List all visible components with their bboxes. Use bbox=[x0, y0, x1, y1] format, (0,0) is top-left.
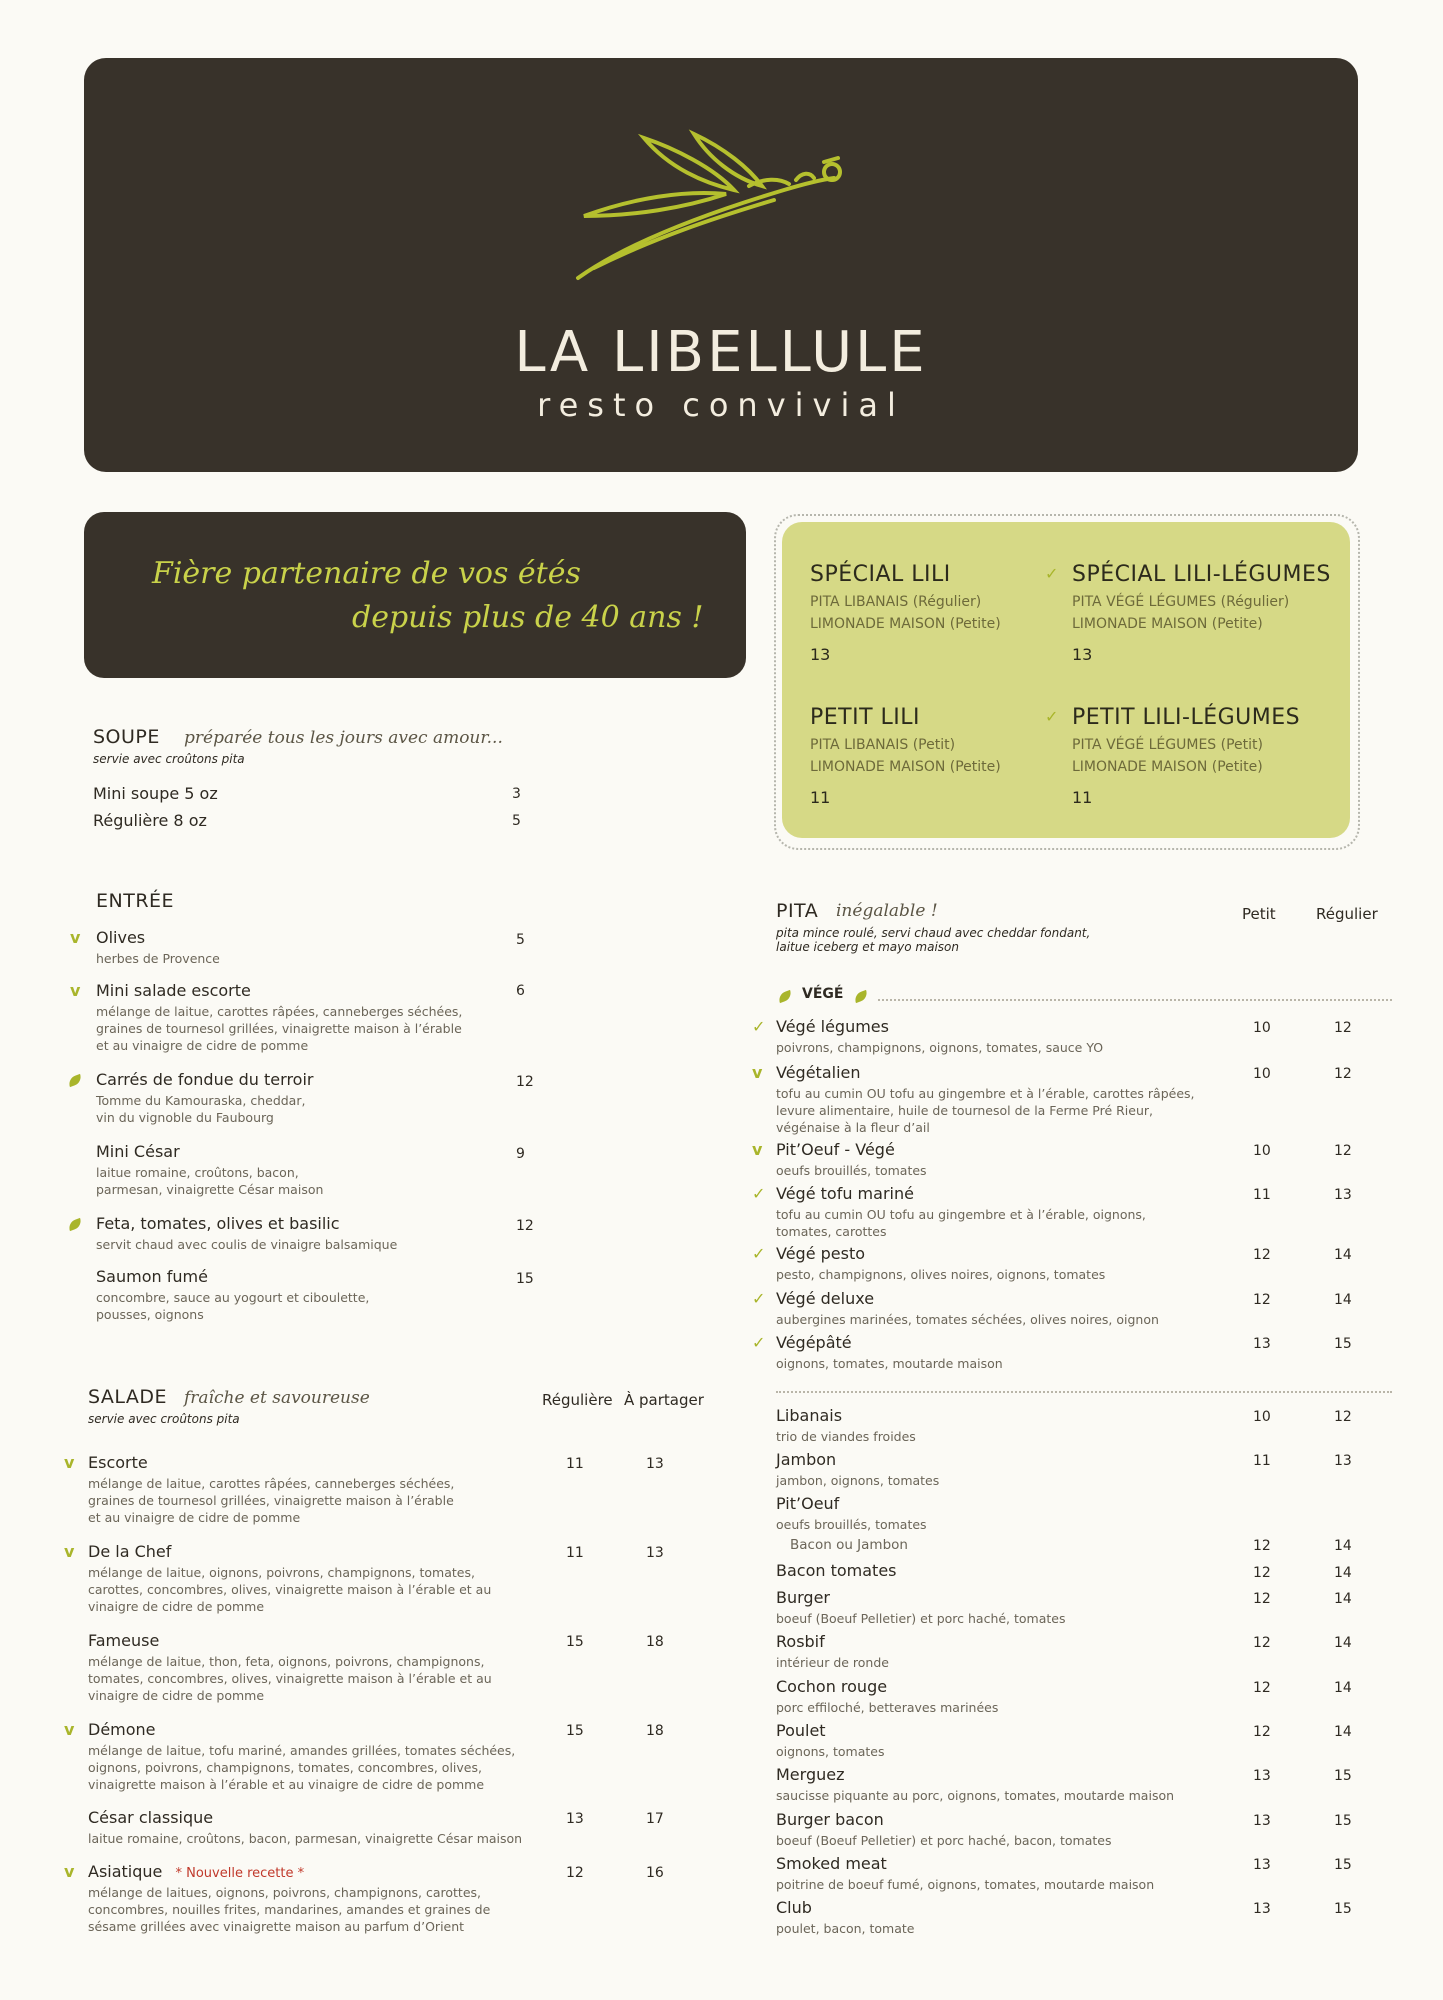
slogan-box bbox=[84, 512, 746, 678]
pita-price-regulier: 14 bbox=[1334, 1538, 1352, 1554]
pita-desc: poivrons, champignons, oignons, tomates, sauce YO bbox=[776, 1040, 1104, 1055]
salade-desc: laitue romaine, croûtons, bacon, parmesan, vinaigrette César maison bbox=[88, 1831, 523, 1846]
salade-price-share: 18 bbox=[646, 1634, 664, 1650]
salade-price-reg: 15 bbox=[566, 1634, 584, 1650]
vege-label: VÉGÉ bbox=[802, 986, 844, 1002]
pita-desc: jambon, oignons, tomates bbox=[776, 1473, 940, 1488]
brand-tagline: resto convivial bbox=[537, 386, 905, 424]
pita-item: Bacon tomates bbox=[776, 1561, 897, 1580]
pita-price-petit: 13 bbox=[1253, 1336, 1271, 1352]
pita-price-petit: 13 bbox=[1253, 1857, 1271, 1873]
pita-price-regulier: 14 bbox=[1334, 1680, 1352, 1696]
pita-col-regulier: Régulier bbox=[1316, 905, 1378, 923]
combo-box bbox=[782, 522, 1350, 838]
pita-desc: oignons, tomates, moutarde maison bbox=[776, 1356, 1003, 1371]
slogan-line2: depuis plus de 40 ans ! bbox=[352, 600, 704, 635]
vegan-v-icon: v bbox=[64, 1862, 75, 1881]
salade-desc: mélange de laitue, carottes râpées, canneberges séchées, graines de tournesol grillées, vinaigrette maison à l’érable et au vinaigre de cidre de pomme bbox=[88, 1476, 455, 1525]
pita-price-regulier: 14 bbox=[1334, 1635, 1352, 1651]
salade-desc: mélange de laitue, thon, feta, oignons, poivrons, champignons, tomates, concombres, olives, vinaigrette maison à l’érable et au vinaigre de cidre de pomme bbox=[88, 1654, 492, 1703]
pita-price-petit: 12 bbox=[1253, 1247, 1271, 1263]
pita-price-petit: 12 bbox=[1253, 1565, 1271, 1581]
entree-desc: laitue romaine, croûtons, bacon, parmesan, vinaigrette César maison bbox=[96, 1165, 324, 1197]
pita-item: Rosbif bbox=[776, 1632, 825, 1651]
pita-price-petit: 12 bbox=[1253, 1292, 1271, 1308]
slogan-line1: Fière partenaire de vos étés bbox=[152, 556, 581, 591]
salade-col-partager: À partager bbox=[624, 1391, 704, 1409]
pita-price-regulier: 14 bbox=[1334, 1247, 1352, 1263]
salade-item: Fameuse bbox=[88, 1631, 160, 1650]
salade-price-reg: 11 bbox=[566, 1456, 584, 1472]
entree-desc: herbes de Provence bbox=[96, 951, 220, 966]
pita-item: Végé pesto bbox=[776, 1244, 866, 1263]
entree-price: 15 bbox=[516, 1271, 534, 1287]
entree-price: 9 bbox=[516, 1146, 525, 1162]
pita-price-petit: 11 bbox=[1253, 1187, 1271, 1203]
entree-price: 5 bbox=[516, 932, 525, 948]
pita-title: PITA bbox=[776, 900, 819, 922]
pita-price-regulier: 14 bbox=[1334, 1591, 1352, 1607]
pita-item: Pit’Oeuf - Végé bbox=[776, 1140, 895, 1159]
salade-price-share: 17 bbox=[646, 1811, 664, 1827]
salade-price-share: 16 bbox=[646, 1865, 664, 1881]
pita-price-petit: 10 bbox=[1253, 1066, 1271, 1082]
pita-price-petit: 13 bbox=[1253, 1901, 1271, 1917]
pita-item: Végépâté bbox=[776, 1333, 852, 1352]
pita-script: inégalable ! bbox=[836, 901, 938, 921]
entree-desc: mélange de laitue, carottes râpées, canneberges séchées, graines de tournesol grillées, vinaigrette maison à l’érable et au vinaigre de cidre de pomme bbox=[96, 1004, 463, 1053]
local-leaf-icon bbox=[67, 1074, 83, 1087]
pita-price-regulier: 12 bbox=[1334, 1020, 1352, 1036]
pita-price-regulier: 15 bbox=[1334, 1901, 1352, 1917]
salade-price-share: 13 bbox=[646, 1456, 664, 1472]
pita-price-regulier: 15 bbox=[1334, 1857, 1352, 1873]
pita-desc: boeuf (Boeuf Pelletier) et porc haché, bacon, tomates bbox=[776, 1833, 1112, 1848]
pita-price-petit: 13 bbox=[1253, 1813, 1271, 1829]
entree-item: Olives bbox=[96, 928, 146, 947]
pita-price-petit: 10 bbox=[1253, 1143, 1271, 1159]
pita-desc: tofu au cumin OU tofu au gingembre et à l’érable, carottes râpées, levure alimentaire, huile de tournesol de la Ferme Pré Rieur, végénaise à la fleur d’ail bbox=[776, 1086, 1195, 1135]
combo-petit-lili: PETIT LILI PITA LIBANAIS (Petit) LIMONADE MAISON (Petite) 11 bbox=[810, 705, 1001, 807]
pita-desc: tofu au cumin OU tofu au gingembre et à l’érable, oignons, tomates, carottes bbox=[776, 1207, 1146, 1239]
leaf-icon bbox=[777, 990, 793, 1003]
pita-price-petit: 10 bbox=[1253, 1020, 1271, 1036]
pita-price-regulier: 14 bbox=[1334, 1724, 1352, 1740]
entree-price: 12 bbox=[516, 1074, 534, 1090]
vegan-v-icon: v bbox=[64, 1720, 75, 1739]
entree-title: ENTRÉE bbox=[96, 890, 175, 912]
pita-item: Végé légumes bbox=[776, 1017, 889, 1036]
vegan-v-icon: v bbox=[752, 1140, 763, 1159]
salade-item: Asiatique * Nouvelle recette * bbox=[88, 1862, 305, 1881]
pita-price-petit: 11 bbox=[1253, 1453, 1271, 1469]
pita-price-regulier: 13 bbox=[1334, 1187, 1352, 1203]
pita-price-petit: 12 bbox=[1253, 1724, 1271, 1740]
pita-price-regulier: 14 bbox=[1334, 1292, 1352, 1308]
salade-title: SALADE bbox=[88, 1386, 168, 1408]
pita-desc: oeufs brouillés, tomates bbox=[776, 1163, 927, 1178]
pita-item: Végétalien bbox=[776, 1063, 861, 1082]
soupe-title: SOUPE bbox=[93, 726, 160, 748]
pita-sub: pita mince roulé, servi chaud avec cheddar fondant, laitue iceberg et mayo maison bbox=[776, 926, 1091, 954]
soupe-price: 3 bbox=[512, 786, 521, 802]
pita-price-petit: 10 bbox=[1253, 1409, 1271, 1425]
pita-item: Libanais bbox=[776, 1406, 843, 1425]
pita-item: Burger bacon bbox=[776, 1810, 884, 1829]
salade-price-share: 18 bbox=[646, 1723, 664, 1739]
pita-price-petit: 12 bbox=[1253, 1635, 1271, 1651]
entree-item: Carrés de fondue du terroir bbox=[96, 1070, 314, 1089]
brand-name: LA LIBELLULE bbox=[514, 320, 928, 385]
pita-desc: oignons, tomates bbox=[776, 1744, 885, 1759]
vegan-check-icon: ✓ bbox=[752, 1289, 766, 1308]
combo-special-lili: SPÉCIAL LILI PITA LIBANAIS (Régulier) LIMONADE MAISON (Petite) 13 bbox=[810, 562, 1001, 664]
new-recipe-badge: * Nouvelle recette * bbox=[175, 1866, 305, 1881]
salade-price-reg: 12 bbox=[566, 1865, 584, 1881]
salade-script: fraîche et savoureuse bbox=[184, 1388, 370, 1408]
pita-sub-option: Bacon ou Jambon bbox=[790, 1537, 908, 1553]
salade-price-reg: 11 bbox=[566, 1545, 584, 1561]
salade-item: De la Chef bbox=[88, 1542, 172, 1561]
soupe-script: préparée tous les jours avec amour... bbox=[184, 728, 503, 748]
combo-special-lili-legumes: SPÉCIAL LILI-LÉGUMES PITA VÉGÉ LÉGUMES (Régulier) LIMONADE MAISON (Petite) 13 bbox=[1072, 562, 1331, 664]
entree-desc: concombre, sauce au yogourt et ciboulette, pousses, oignons bbox=[96, 1290, 370, 1322]
salade-item: Démone bbox=[88, 1720, 156, 1739]
soupe-price: 5 bbox=[512, 813, 521, 829]
pita-col-petit: Petit bbox=[1242, 905, 1276, 923]
pita-price-petit: 12 bbox=[1253, 1680, 1271, 1696]
salade-desc: mélange de laitue, tofu mariné, amandes grillées, tomates séchées, oignons, poivrons, champignons, tomates, concombres, olives, vinaigrette maison à l’érable et au vinaigre de cidre de pomme bbox=[88, 1743, 516, 1792]
entree-item: Mini salade escorte bbox=[96, 981, 251, 1000]
pita-desc: aubergines marinées, tomates séchées, olives noires, oignon bbox=[776, 1312, 1159, 1327]
pita-desc: pesto, champignons, olives noires, oignons, tomates bbox=[776, 1267, 1106, 1282]
salade-price-share: 13 bbox=[646, 1545, 664, 1561]
local-leaf-icon bbox=[67, 1218, 83, 1231]
pita-desc: oeufs brouillés, tomates bbox=[776, 1517, 927, 1532]
soupe-item: Régulière 8 oz bbox=[93, 811, 207, 830]
pita-item: Pit’Oeuf bbox=[776, 1494, 840, 1513]
combo-petit-lili-legumes: PETIT LILI-LÉGUMES PITA VÉGÉ LÉGUMES (Petit) LIMONADE MAISON (Petite) 11 bbox=[1072, 705, 1301, 807]
salade-item: César classique bbox=[88, 1808, 214, 1827]
pita-price-regulier: 15 bbox=[1334, 1336, 1352, 1352]
entree-item: Feta, tomates, olives et basilic bbox=[96, 1214, 340, 1233]
pita-price-regulier: 15 bbox=[1334, 1813, 1352, 1829]
vegan-v-icon: v bbox=[752, 1063, 763, 1082]
vegan-check-icon: ✓ bbox=[752, 1184, 766, 1203]
entree-price: 6 bbox=[516, 983, 525, 999]
entree-item: Saumon fumé bbox=[96, 1267, 208, 1286]
pita-item: Burger bbox=[776, 1588, 830, 1607]
entree-desc: Tomme du Kamouraska, cheddar, vin du vignoble du Faubourg bbox=[96, 1093, 306, 1125]
soupe-item: Mini soupe 5 oz bbox=[93, 784, 218, 803]
salade-price-reg: 13 bbox=[566, 1811, 584, 1827]
pita-price-petit: 13 bbox=[1253, 1768, 1271, 1784]
vegan-check-icon: ✓ bbox=[752, 1017, 766, 1036]
pita-desc: poitrine de boeuf fumé, oignons, tomates, moutarde maison bbox=[776, 1877, 1155, 1892]
pita-price-regulier: 13 bbox=[1334, 1453, 1352, 1469]
pita-desc: saucisse piquante au porc, oignons, tomates, moutarde maison bbox=[776, 1788, 1175, 1803]
salade-desc: mélange de laitues, oignons, poivrons, champignons, carottes, concombres, nouilles frites, mandarines, amandes et graines de sésame grillées avec vinaigrette maison au parfum d’Orient bbox=[88, 1885, 491, 1934]
pita-desc: poulet, bacon, tomate bbox=[776, 1921, 915, 1936]
header-banner bbox=[84, 58, 1358, 472]
salade-col-reguliere: Régulière bbox=[542, 1391, 613, 1409]
vegan-check-icon: ✓ bbox=[1045, 564, 1059, 583]
entree-price: 12 bbox=[516, 1218, 534, 1234]
pita-item: Poulet bbox=[776, 1721, 826, 1740]
pita-price-regulier: 12 bbox=[1334, 1143, 1352, 1159]
vegan-check-icon: ✓ bbox=[752, 1244, 766, 1263]
vegan-v-icon: v bbox=[70, 928, 81, 947]
salade-sub: servie avec croûtons pita bbox=[88, 1412, 240, 1426]
section-divider bbox=[776, 1391, 1392, 1393]
soupe-sub: servie avec croûtons pita bbox=[93, 752, 245, 766]
pita-price-petit: 12 bbox=[1253, 1538, 1271, 1554]
vegan-v-icon: v bbox=[70, 981, 81, 1000]
pita-price-regulier: 15 bbox=[1334, 1768, 1352, 1784]
salade-item: Escorte bbox=[88, 1453, 148, 1472]
salade-desc: mélange de laitue, oignons, poivrons, champignons, tomates, carottes, concombres, olives, vinaigrette maison à l’érable et au vinaigre de cidre de pomme bbox=[88, 1565, 492, 1614]
pita-price-regulier: 12 bbox=[1334, 1409, 1352, 1425]
vegan-check-icon: ✓ bbox=[1045, 707, 1059, 726]
pita-price-regulier: 14 bbox=[1334, 1565, 1352, 1581]
dragonfly-logo bbox=[574, 128, 894, 288]
entree-item: Mini César bbox=[96, 1142, 180, 1161]
pita-desc: trio de viandes froides bbox=[776, 1429, 916, 1444]
pita-desc: boeuf (Boeuf Pelletier) et porc haché, tomates bbox=[776, 1611, 1066, 1626]
pita-price-petit: 12 bbox=[1253, 1591, 1271, 1607]
pita-item: Végé tofu mariné bbox=[776, 1184, 914, 1203]
pita-item: Merguez bbox=[776, 1765, 845, 1784]
pita-item: Smoked meat bbox=[776, 1854, 887, 1873]
leaf-icon bbox=[853, 990, 869, 1003]
salade-price-reg: 15 bbox=[566, 1723, 584, 1739]
pita-price-regulier: 12 bbox=[1334, 1066, 1352, 1082]
pita-item: Club bbox=[776, 1898, 812, 1917]
pita-item: Jambon bbox=[776, 1450, 837, 1469]
section-divider bbox=[878, 999, 1392, 1001]
vegan-v-icon: v bbox=[64, 1542, 75, 1561]
pita-desc: porc effiloché, betteraves marinées bbox=[776, 1700, 999, 1715]
vegan-check-icon: ✓ bbox=[752, 1333, 766, 1352]
entree-desc: servit chaud avec coulis de vinaigre balsamique bbox=[96, 1237, 398, 1252]
pita-desc: intérieur de ronde bbox=[776, 1655, 889, 1670]
vegan-v-icon: v bbox=[64, 1453, 75, 1472]
pita-item: Cochon rouge bbox=[776, 1677, 888, 1696]
pita-item: Végé deluxe bbox=[776, 1289, 875, 1308]
